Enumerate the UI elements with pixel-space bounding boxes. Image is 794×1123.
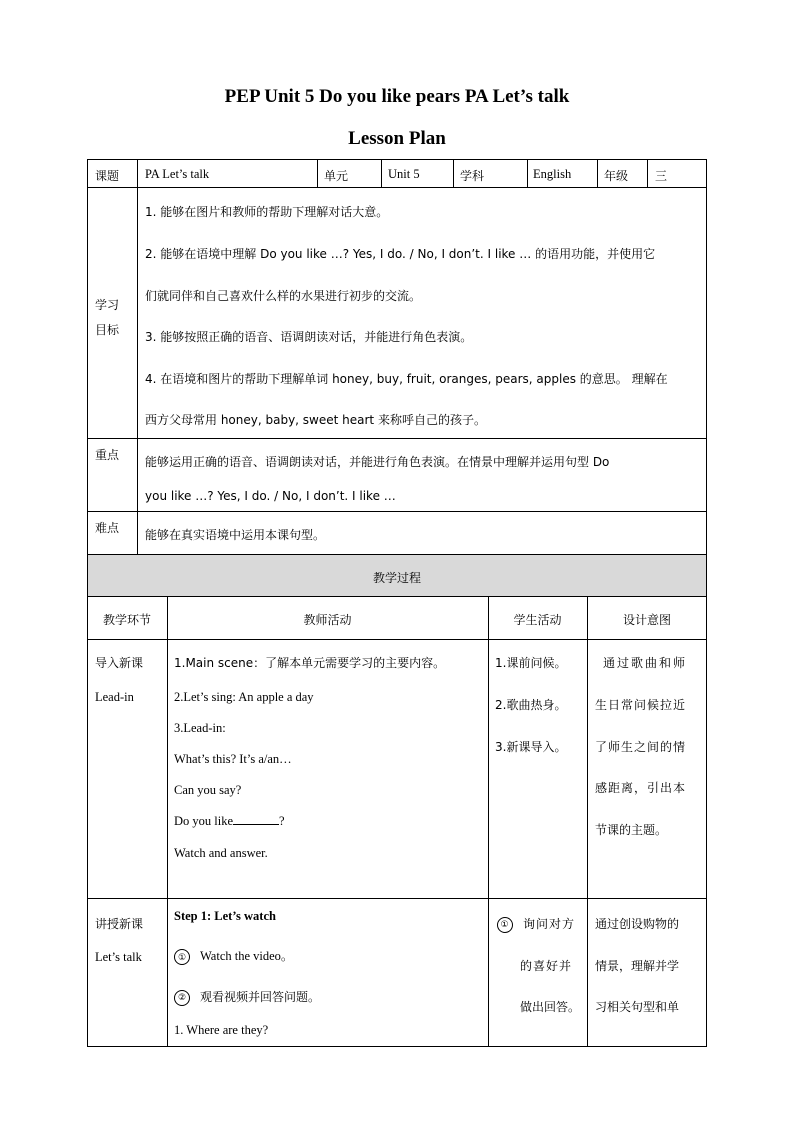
teacher-activity-line: Can you say? bbox=[174, 783, 242, 797]
stage-name: 导入新课 bbox=[95, 656, 144, 670]
intent-line: 通过歌曲和师 bbox=[603, 656, 688, 670]
intent-line: 习相关句型和单 bbox=[595, 1000, 680, 1014]
circled-number-1: ① bbox=[497, 917, 513, 933]
intent-line: 情景，理解并学 bbox=[595, 959, 680, 973]
column-header-teacher: 教师活动 bbox=[303, 613, 352, 627]
topic-label: 课题 bbox=[95, 169, 120, 183]
objective-line: 西方父母常用 honey, baby, sweet heart 来称呼自己的孩子。 bbox=[145, 413, 486, 427]
teacher-activity-line: 3.Lead-in: bbox=[174, 721, 226, 735]
subject-label: 学科 bbox=[460, 169, 485, 183]
circled-number-2: ② bbox=[174, 990, 190, 1006]
stage-name-en: Lead-in bbox=[95, 690, 134, 704]
objective-line: 1. 能够在图片和教师的帮助下理解对话大意。 bbox=[145, 205, 389, 219]
objective-line: 3. 能够按照正确的语音、语调朗读对话，并能进行角色表演。 bbox=[145, 330, 473, 344]
column-header-stage: 教学环节 bbox=[102, 613, 151, 627]
teacher-activity-line: Watch and answer. bbox=[174, 846, 268, 860]
key-points-line: 能够运用正确的语音、语调朗读对话，并能进行角色表演。在情景中理解并运用句型 Do bbox=[145, 455, 610, 469]
difficulty-label: 难点 bbox=[95, 521, 120, 535]
subject-value: English bbox=[533, 167, 572, 181]
circled-number-1: ① bbox=[174, 949, 190, 965]
intent-line: 通过创设购物的 bbox=[595, 917, 680, 931]
objective-line: 2. 能够在语境中理解 Do you like …? Yes, I do. / No, I don’t. I like … 的语用功能，并使用它 bbox=[145, 247, 656, 261]
objectives-label-line1: 学习 bbox=[95, 298, 120, 312]
blank-line bbox=[233, 814, 279, 825]
intent-line: 了师生之间的情 bbox=[595, 740, 687, 754]
process-header: 教学过程 bbox=[372, 571, 421, 585]
difficulty-text: 能够在真实语境中运用本课句型。 bbox=[145, 528, 326, 542]
unit-value: Unit 5 bbox=[388, 167, 420, 181]
teacher-activity-text: Watch the video。 bbox=[200, 949, 294, 963]
teacher-activity-line: 2.Let’s sing: An apple a day bbox=[174, 690, 314, 704]
column-header-student: 学生活动 bbox=[513, 613, 562, 627]
document-subtitle: Lesson Plan bbox=[348, 128, 446, 149]
intent-line: 节课的主题。 bbox=[595, 823, 668, 837]
stage-name-en: Let’s talk bbox=[95, 950, 142, 964]
key-points-line: you like …? Yes, I do. / No, I don’t. I like … bbox=[145, 489, 396, 503]
stage-name: 讲授新课 bbox=[95, 917, 144, 931]
intent-line: 生日常问候拉近 bbox=[595, 698, 687, 712]
teacher-activity-line: 1.Main scene：了解本单元需要学习的主要内容。 bbox=[174, 656, 446, 670]
student-activity-line: 3.新课导入。 bbox=[495, 740, 567, 754]
grade-value: 三 bbox=[655, 169, 668, 183]
teacher-activity-line: What’s this? It’s a/an… bbox=[174, 752, 292, 766]
topic-value: PA Let’s talk bbox=[145, 167, 210, 181]
step-heading: Step 1: Let’s watch bbox=[174, 909, 276, 923]
teacher-activity-line: 1. Where are they? bbox=[174, 1023, 269, 1037]
objectives-label-line2: 目标 bbox=[95, 323, 120, 337]
student-activity-line: 1.课前问候。 bbox=[495, 656, 567, 670]
fill-blank-prompt: Do you like bbox=[174, 814, 234, 828]
document-title: PEP Unit 5 Do you like pears PA Let’s talk bbox=[224, 86, 570, 107]
teacher-activity-step bbox=[174, 946, 293, 965]
fill-blank-end: ? bbox=[279, 814, 285, 828]
column-header-intent: 设计意图 bbox=[622, 613, 671, 627]
student-activity-text: 询问对方 bbox=[523, 917, 576, 931]
student-activity-line: 做出回答。 bbox=[520, 1000, 581, 1014]
objective-line: 4. 在语境和图片的帮助下理解单词 honey, buy, fruit, oranges, pears, apples 的意思。 理解在 bbox=[145, 372, 668, 386]
unit-label: 单元 bbox=[324, 169, 349, 183]
student-activity-line: 2.歌曲热身。 bbox=[495, 698, 567, 712]
teacher-activity-text: 观看视频并回答问题。 bbox=[200, 990, 321, 1004]
student-activity-line bbox=[497, 915, 575, 933]
objective-line: 们就同伴和自己喜欢什么样的水果进行初步的交流。 bbox=[145, 289, 422, 303]
teacher-activity-fill-blank bbox=[174, 814, 285, 829]
grade-label: 年级 bbox=[604, 169, 629, 183]
key-points-label: 重点 bbox=[95, 448, 120, 462]
student-activity-line: 的喜好并 bbox=[520, 959, 573, 973]
intent-line: 感距离，引出本 bbox=[595, 781, 687, 795]
teacher-activity-step bbox=[174, 988, 320, 1006]
